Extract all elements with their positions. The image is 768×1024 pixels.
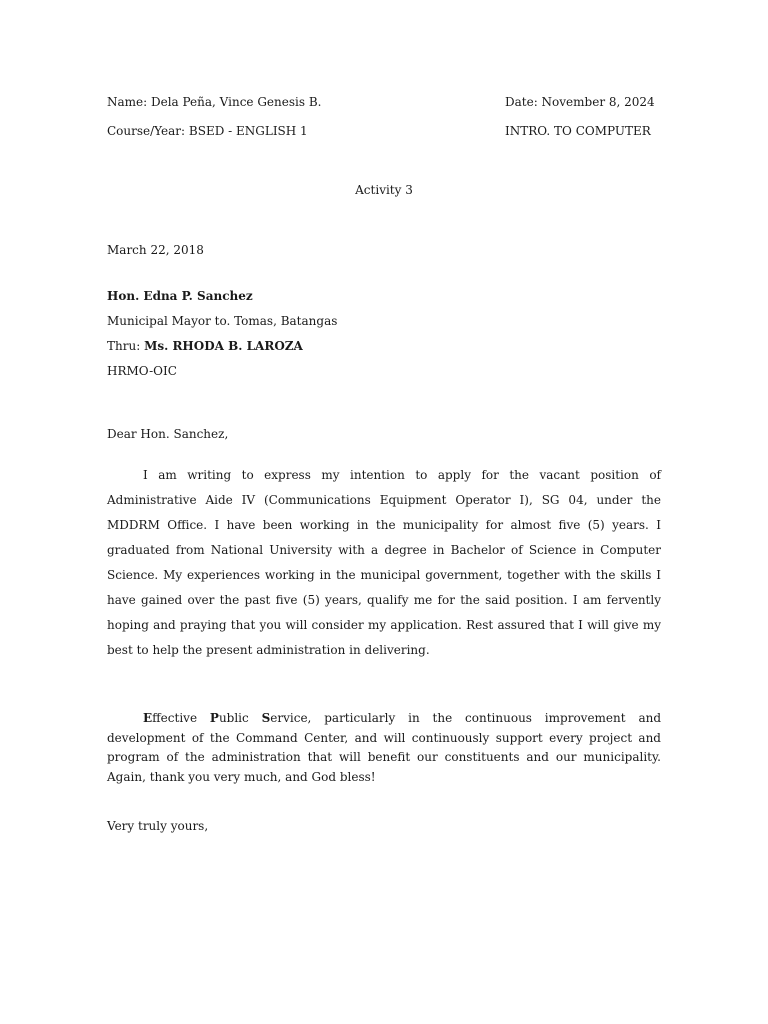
- paragraph2-public-rest: ublic: [218, 711, 262, 725]
- course-year-line: Course/Year: BSED - ENGLISH 1: [107, 124, 308, 138]
- paragraph2-rest: ervice, particularly in the continuous improvement and development of the Command Center, and will continuously support every project and program of the administration that will benefit our constituents and our municipality. Again, thank you very much, and God bless!: [107, 711, 662, 784]
- thru-line: [107, 338, 303, 354]
- body-paragraph-1: I am writing to express my intention to apply for the vacant position of Administrative Aide IV (Communications Equipment Operator I), SG 04, under the MDDRM Office. I have been working in the municipality for almost five (5) years. I graduated from National University with a degree in Bachelor of Science in Computer Science. My experiences working in the municipal government, together with the skills I have gained over the past five (5) years, qualify me for the said position. I am fervently hoping and praying that you will consider my application. Rest assured that I will give my best to help the present administration in delivering.: [107, 468, 661, 657]
- thru-office: HRMO-OIC: [107, 364, 177, 378]
- initial-p: P: [209, 711, 219, 725]
- thru-name: Ms. RHODA B. LAROZA: [144, 339, 303, 353]
- subject-line: INTRO. TO COMPUTER: [505, 124, 651, 138]
- thru-label: Thru:: [107, 339, 145, 353]
- paragraph2-effective-rest: ffective: [152, 711, 210, 725]
- student-name-line: Name: Dela Peña, Vince Genesis B.: [107, 95, 322, 109]
- recipient-name: Hon. Edna P. Sanchez: [107, 289, 253, 303]
- activity-title: Activity 3: [355, 183, 413, 197]
- body-paragraph-2: [107, 709, 661, 787]
- initial-e: E: [143, 711, 153, 725]
- closing: Very truly yours,: [107, 819, 209, 833]
- recipient-title: Municipal Mayor to. Tomas, Batangas: [107, 314, 338, 328]
- date-line: Date: November 8, 2024: [505, 95, 655, 109]
- letter-date: March 22, 2018: [107, 243, 204, 257]
- salutation: Dear Hon. Sanchez,: [107, 427, 229, 441]
- initial-s: S: [261, 711, 271, 725]
